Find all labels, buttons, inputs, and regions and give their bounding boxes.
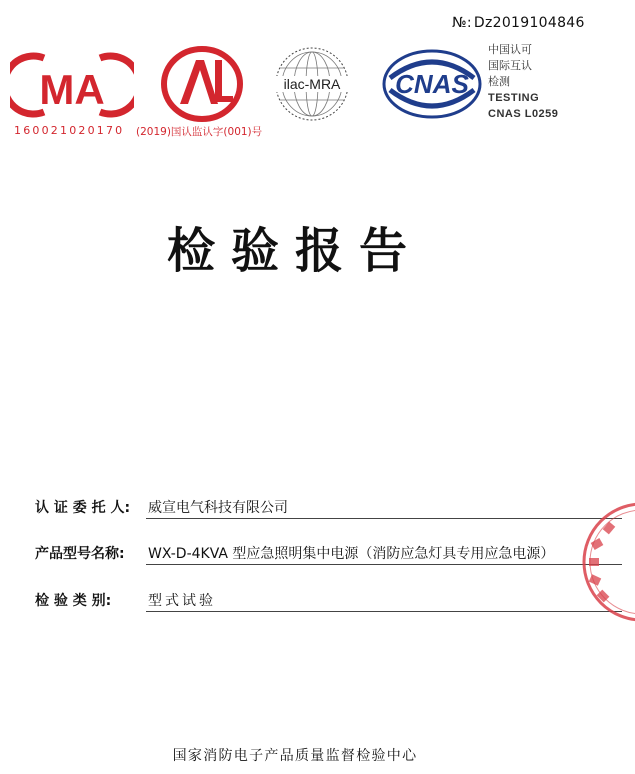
issuing-organization: 国家消防电子产品质量监督检验中心 — [172, 748, 418, 764]
field-label: 认 证 委 托 人: — [35, 500, 131, 516]
ilac-text: ilac-MRA — [283, 76, 341, 92]
field-underline — [146, 564, 622, 565]
cnas-line: 国际互认 — [488, 59, 532, 72]
cnas-line: TESTING — [488, 92, 540, 104]
cnas-logo-text: CNAS — [395, 69, 469, 99]
cnas-line: 中国认可 — [488, 43, 532, 56]
report-number-label: №: — [452, 15, 472, 31]
field-underline — [146, 518, 622, 519]
field-label: 检 验 类 别: — [35, 593, 112, 609]
cma-logo-icon — [10, 50, 134, 120]
field-label: 产品型号名称: — [35, 546, 125, 562]
report-number-value: Dz2019104846 — [473, 15, 585, 31]
cnas-accreditation-text — [488, 42, 558, 122]
field-value: 型式试验 — [148, 593, 216, 609]
svg-text:MA: MA — [39, 66, 105, 113]
cal-logo-icon — [160, 46, 244, 122]
cnas-line: CNAS L0259 — [488, 108, 559, 120]
page-title: 检验报告 — [166, 223, 423, 279]
cnas-logo-icon — [380, 48, 484, 120]
field-underline — [146, 611, 622, 612]
ilac-mra-logo-icon — [270, 44, 354, 126]
official-seal-icon — [580, 500, 635, 630]
cal-code: (2019)国认监认字(001)号 — [136, 126, 263, 138]
cnas-line: 检测 — [488, 75, 510, 88]
report-number — [452, 15, 585, 31]
cma-code: 160021020170 — [14, 124, 125, 137]
field-value: 威宣电气科技有限公司 — [148, 500, 288, 516]
field-value: WX-D-4KVA 型应急照明集中电源（消防应急灯具专用应急电源） — [148, 546, 555, 562]
